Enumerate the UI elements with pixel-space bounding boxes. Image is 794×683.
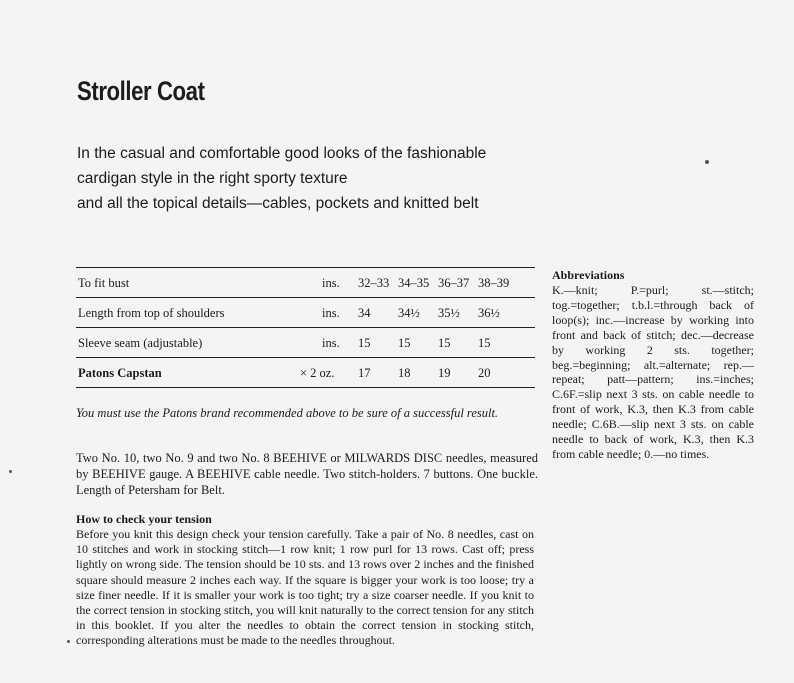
row-label: To fit bust bbox=[78, 276, 130, 290]
abbreviations-heading: Abbreviations bbox=[552, 268, 625, 282]
size-table bbox=[76, 267, 535, 388]
intro-text bbox=[77, 141, 637, 216]
size-row-bust bbox=[76, 268, 535, 298]
abbreviations-text: K.—knit; P.=purl; st.—stitch; tog.=together; t.b.l.=through back of loop(s); inc.—increase by working into front and back of stitch; dec.—decrease by working 2 sts. together; beg.=beginning; alt.=alternate; rep.—repeat; patt—pattern; ins.=inches; C.6F.=slip next 3 sts. on cable needle to front of work, K.3, then K.3 from cable needle; C.6B.—slip next 3 sts. on cable needle to back of work, K.3, then K.3 from cable needle; 0.—no times. bbox=[552, 283, 754, 461]
size-value: 32–33 bbox=[358, 276, 390, 290]
intro-line: and all the topical details—cables, pockets and knitted belt bbox=[77, 195, 479, 212]
size-row-yarn bbox=[76, 358, 535, 387]
size-value: 15 bbox=[438, 336, 451, 350]
tension-text: Before you knit this design check your tension carefully. Take a pair of No. 8 needles, cast on 10 stitches and work in stocking stitch—1 row knit; 1 row purl for 13 rows. Cast off; press lightly on wrong side. The tension should be 10 sts. and 13 rows over 2 inches and the finished square should measure 2 inches each way. If the square is bigger your work is too loose; try a size finer needle. If it is smaller your work is too tight; try a size coarser needle. If you knit to the correct tension in stocking stitch, you will knit naturally to the correct tension for any stitch in this booklet. If you alter the needles to obtain the correct tension in stocking stitch, corresponding alterations must be made to the needles throughout. bbox=[76, 527, 534, 648]
size-value: 38–39 bbox=[478, 276, 510, 290]
size-value: 36–37 bbox=[438, 276, 470, 290]
size-value: 15 bbox=[478, 336, 491, 350]
size-value: 36½ bbox=[478, 306, 500, 320]
brand-note: You must use the Patons brand recommended above to be sure of a successful result. bbox=[76, 406, 499, 420]
paper-speck bbox=[67, 640, 70, 643]
row-label: Length from top of shoulders bbox=[78, 306, 225, 320]
page-title: Stroller Coat bbox=[77, 76, 205, 106]
row-unit: ins. bbox=[322, 306, 340, 320]
size-value: 17 bbox=[358, 366, 371, 380]
tension-heading: How to check your tension bbox=[76, 512, 212, 526]
size-value: 34½ bbox=[398, 306, 420, 320]
paper-speck bbox=[9, 470, 12, 473]
intro-line: cardigan style in the right sporty texture bbox=[77, 170, 348, 187]
size-value: 34 bbox=[358, 306, 371, 320]
row-label: Patons Capstan bbox=[78, 366, 162, 380]
materials-text: Two No. 10, two No. 9 and two No. 8 BEEHIVE or MILWARDS DISC needles, measured by BEEHIVE gauge. A BEEHIVE cable needle. Two stitch-holders. 7 buttons. One buckle. Length of Petersham for Belt. bbox=[76, 451, 538, 497]
row-unit: ins. bbox=[322, 336, 340, 350]
row-label: Sleeve seam (adjustable) bbox=[78, 336, 203, 350]
size-row-sleeve bbox=[76, 328, 535, 358]
size-value: 35½ bbox=[438, 306, 460, 320]
size-value: 18 bbox=[398, 366, 411, 380]
size-value: 19 bbox=[438, 366, 451, 380]
size-row-length bbox=[76, 298, 535, 328]
paper-speck bbox=[705, 160, 709, 164]
size-value: 15 bbox=[358, 336, 371, 350]
size-value: 15 bbox=[398, 336, 411, 350]
row-unit: × 2 oz. bbox=[300, 366, 335, 380]
intro-line: In the casual and comfortable good looks of the fashionable bbox=[77, 145, 487, 162]
row-unit: ins. bbox=[322, 276, 340, 290]
size-value: 34–35 bbox=[398, 276, 430, 290]
size-value: 20 bbox=[478, 366, 491, 380]
